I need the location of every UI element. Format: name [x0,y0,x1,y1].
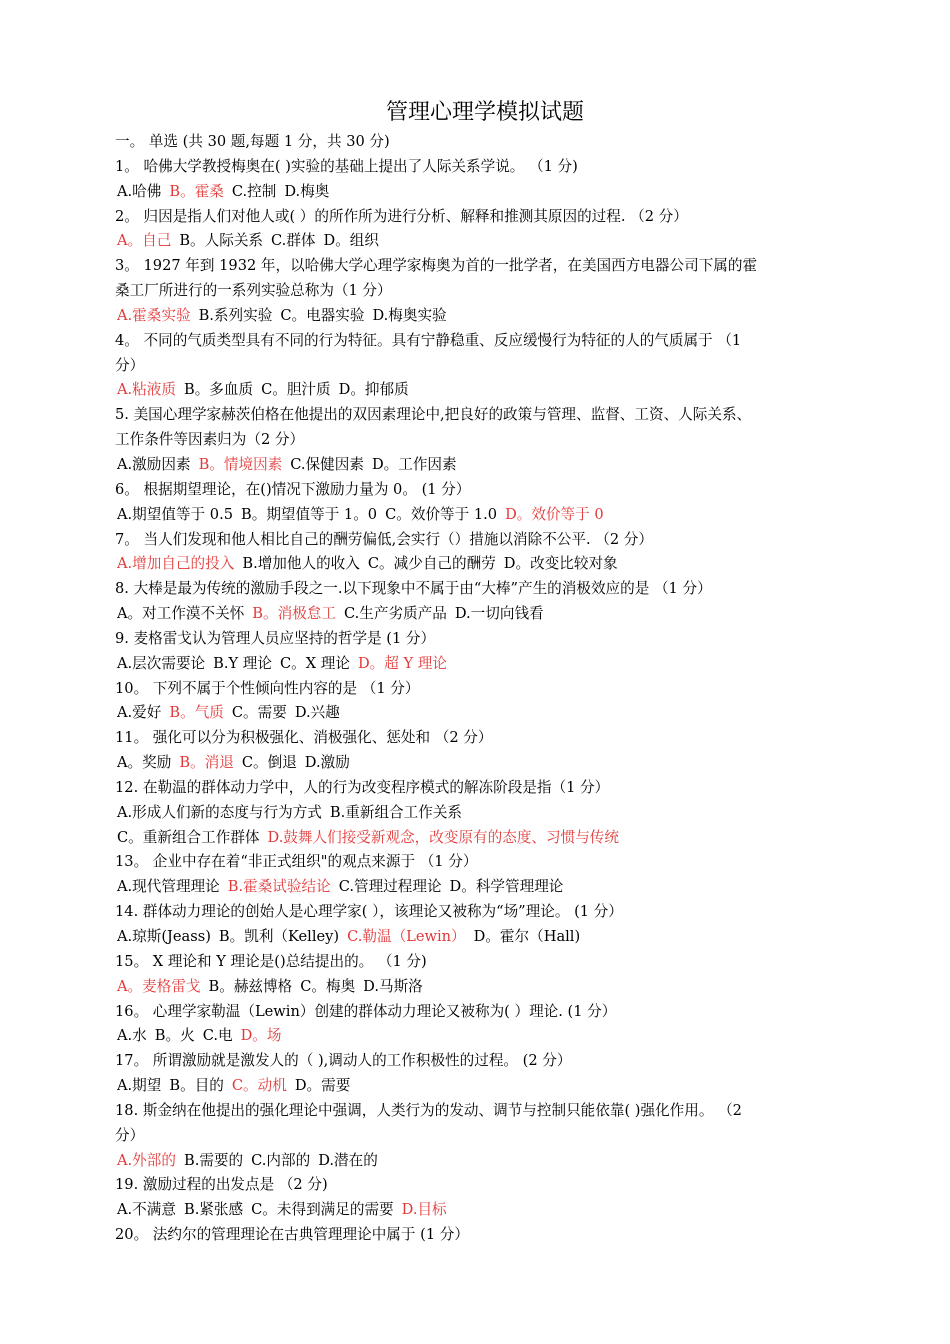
question-item [115,155,855,205]
question-text: 桑工厂所进行的一系列实验总称为（1 分） [115,282,392,300]
answer-option: D.梅奥 [284,182,330,200]
answer-option: A.期望值等于 0.5 [117,505,233,523]
answer-option: A.琼斯(Jeass) [117,928,211,945]
answer-options [115,826,855,851]
answer-option: C.生产劣质产品 [344,605,447,623]
answer-option: D。组织 [323,232,379,250]
exam-title: 管理心理学模拟试题 [385,100,584,125]
answer-option: C.保健因素 [290,455,364,473]
correct-answer-option: D.鼓舞人们接受新观念，改变原有的态度、习惯与传统 [267,828,619,846]
answer-option: C。需要 [231,704,287,722]
answer-option: C.控制 [231,182,277,200]
answer-option: D。需要 [294,1077,351,1095]
answer-option: B.需要的 [183,1151,244,1169]
answer-option: C。梅奥 [300,977,356,995]
correct-answer-option: C。动机 [231,1077,287,1095]
answer-option: B。赫兹博格 [208,977,293,995]
answer-option: D。抑郁质 [338,381,409,399]
answer-option: D。科学管理理论 [449,878,564,896]
answer-options [115,552,855,577]
correct-answer-option: B。霍桑 [169,182,224,200]
answer-option: D。霍尔（Hall) [473,928,581,945]
correct-answer-option: C.勒温（Lewin） [347,928,466,945]
answer-option: B.Y 理论 [213,654,272,672]
answer-option: A.爱好 [117,704,162,722]
answer-options [115,1074,855,1099]
answer-option: D。改变比较对象 [503,555,618,573]
answer-options [115,652,855,677]
answer-option: B。人际关系 [179,232,264,250]
question-item [115,329,855,404]
answer-option: B.增加他人的收入 [242,555,360,573]
answer-option: D。工作因素 [371,455,457,473]
question-item [115,1099,855,1174]
answer-option: D.潜在的 [318,1151,378,1169]
answer-option: B.系列实验 [198,306,273,324]
question-item [115,577,855,627]
question-text: 分） [115,356,145,374]
answer-option: C.电 [202,1027,233,1045]
answer-option: C。电器实验 [280,306,365,324]
question-text: 2。 归因是指人们对他人或( ）的所作所为进行分析、解释和推测其原因的过程. （2 分） [115,207,688,225]
answer-option: C。胆汁质 [261,381,331,399]
answer-option: A.激励因素 [117,455,191,473]
answer-options [115,875,855,900]
answer-option: A.现代管理理论 [117,878,220,896]
question-item [115,726,855,776]
correct-answer-option: D。效价等于 0 [505,505,604,523]
question-text: 12. 在勒温的群体动力学中，人的行为改变程序模式的解冻阶段是指（1 分） [115,778,610,796]
question-text: 8. 大棒是最为传统的激励手段之一.以下现象中不属于由“大棒”产生的消极效应的是 （1 分） [115,580,712,598]
question-item [115,1223,855,1248]
answer-option: C.管理过程理论 [338,878,442,896]
correct-answer-option: B。气质 [169,704,224,722]
answer-option: D.一切向钱看 [454,605,544,623]
answer-option: A.水 [117,1027,147,1045]
answer-options [115,229,855,254]
question-text: 4。 不同的气质类型具有不同的行为特征。具有宁静稳重、反应缓慢行为特征的人的气质属于 （1 [115,331,742,349]
question-item [115,205,855,255]
answer-options [115,925,855,950]
question-item [115,900,855,950]
answer-option: B。多血质 [183,381,254,399]
question-item [115,1000,855,1050]
answer-option: D.马斯洛 [363,977,423,995]
question-item [115,627,855,677]
answer-option: C。重新组合工作群体 [117,828,260,846]
answer-option: C。未得到满足的需要 [251,1201,394,1219]
question-text: 11。 强化可以分为积极强化、消极强化、惩处和 （2 分） [115,729,493,747]
answer-option: C.内部的 [251,1151,311,1169]
answer-option: A.哈佛 [117,182,162,200]
answer-option: B.重新组合工作关系 [329,803,463,821]
answer-option: C.群体 [271,232,316,250]
answer-options [115,503,855,528]
question-item [115,1173,855,1223]
correct-answer-option: A.霍桑实验 [117,306,191,324]
answer-option: A.不满意 [117,1201,176,1219]
answer-option: B.紧张感 [183,1201,244,1219]
question-text: 6。 根据期望理论，在()情况下激励力量为 0。 (1 分） [115,480,471,498]
correct-answer-option: A。麦格雷戈 [117,977,201,995]
question-text: 9. 麦格雷戈认为管理人员应坚持的哲学是 (1 分） [115,629,436,647]
answer-option: B。期望值等于 1。0 [241,505,378,523]
correct-answer-option: A.粘液质 [117,381,176,399]
question-text: 15。 X 理论和 Y 理论是()总结提出的。 （1 分) [115,952,427,970]
question-text: 17。 所谓激励就是激发人的（ ),调动人的工作积极性的过程。 (2 分） [115,1052,572,1070]
answer-options [115,304,855,329]
question-item [115,254,855,329]
answer-option: D.梅奥实验 [372,306,447,324]
question-text: 分） [115,1126,145,1144]
answer-options [115,1198,855,1223]
answer-options [115,1024,855,1049]
question-list [115,155,855,1248]
question-item [115,850,855,900]
answer-options [115,701,855,726]
answer-option: A.期望 [117,1077,162,1095]
answer-option: B。火 [154,1027,195,1045]
answer-option: C。效价等于 1.0 [385,505,498,523]
correct-answer-option: A.外部的 [117,1151,176,1169]
question-text: 7。 当人们发现和他人相比自己的酬劳偏低,会实行（）措施以消除不公平. （2 分） [115,530,653,548]
correct-answer-option: A。自己 [117,232,172,250]
question-item [115,950,855,1000]
answer-options [115,751,855,776]
section-header: 一。 单选 (共 30 题,每题 1 分，共 30 分) [115,133,390,150]
answer-options [115,453,855,478]
answer-option: A。奖励 [117,754,172,772]
question-item [115,776,855,851]
answer-option: C。X 理论 [279,654,350,672]
answer-option: D.激励 [304,754,350,772]
correct-answer-option: B。情境因素 [198,455,283,473]
answer-options [115,602,855,627]
answer-options [115,975,855,1000]
question-text: 16。 心理学家勒温（Lewin）创建的群体动力理论又被称为( ）理论. (1 分） [115,1002,617,1020]
question-item [115,478,855,528]
correct-answer-option: B。消退 [179,754,234,772]
answer-options [115,180,855,205]
correct-answer-option: D。场 [240,1027,282,1045]
answer-option: A。对工作漠不关怀 [117,605,245,623]
question-text: 18. 斯金纳在他提出的强化理论中强调，人类行为的发动、调节与控制只能依靠( )强化作用。 （2 [115,1101,742,1119]
question-text: 13。 企业中存在着“非正式组织"的观点来源于 （1 分） [115,853,478,871]
exam-page [115,96,855,1248]
correct-answer-option: D.目标 [401,1201,447,1219]
question-text: 工作条件等因素归为（2 分） [115,431,305,449]
question-text: 1。 哈佛大学教授梅奥在( )实验的基础上提出了人际关系学说。 （1 分) [115,157,578,175]
answer-options [115,378,855,403]
question-item [115,403,855,478]
answer-option: B。目的 [169,1077,224,1095]
question-text: 5. 美国心理学家赫茨伯格在他提出的双因素理论中,把良好的政策与管理、监督、工资、人际关系、 [115,406,752,424]
answer-option: A.层次需要论 [117,654,206,672]
question-item [115,528,855,578]
question-text: 14. 群体动力理论的创始人是心理学家( ），该理论又被称为“场”理论。 (1 分） [115,903,623,921]
answer-options [115,801,855,826]
question-item [115,677,855,727]
answer-option: A.形成人们新的态度与行为方式 [117,803,322,821]
answer-options [115,1149,855,1174]
question-text: 3。 1927 年到 1932 年，以哈佛大学心理学家梅奥为首的一批学者，在美国西方电器公司下属的霍 [115,257,758,275]
answer-option: C。减少自己的酬劳 [367,555,496,573]
answer-option: C。倒退 [241,754,297,772]
question-text: 20。 法约尔的管理理论在古典管理理论中属于 (1 分） [115,1226,469,1244]
answer-option: D.兴趣 [294,704,340,722]
correct-answer-option: B。消极怠工 [252,605,336,623]
question-text: 10。 下列不属于个性倾向性内容的是 （1 分） [115,679,420,697]
correct-answer-option: D。超 Y 理论 [357,654,447,672]
correct-answer-option: B.霍桑试验结论 [227,878,331,896]
answer-option: B。凯利（Kelley) [218,928,340,945]
question-text: 19. 激励过程的出发点是 （2 分) [115,1176,328,1194]
correct-answer-option: A.增加自己的投入 [117,555,235,573]
question-item [115,1049,855,1099]
